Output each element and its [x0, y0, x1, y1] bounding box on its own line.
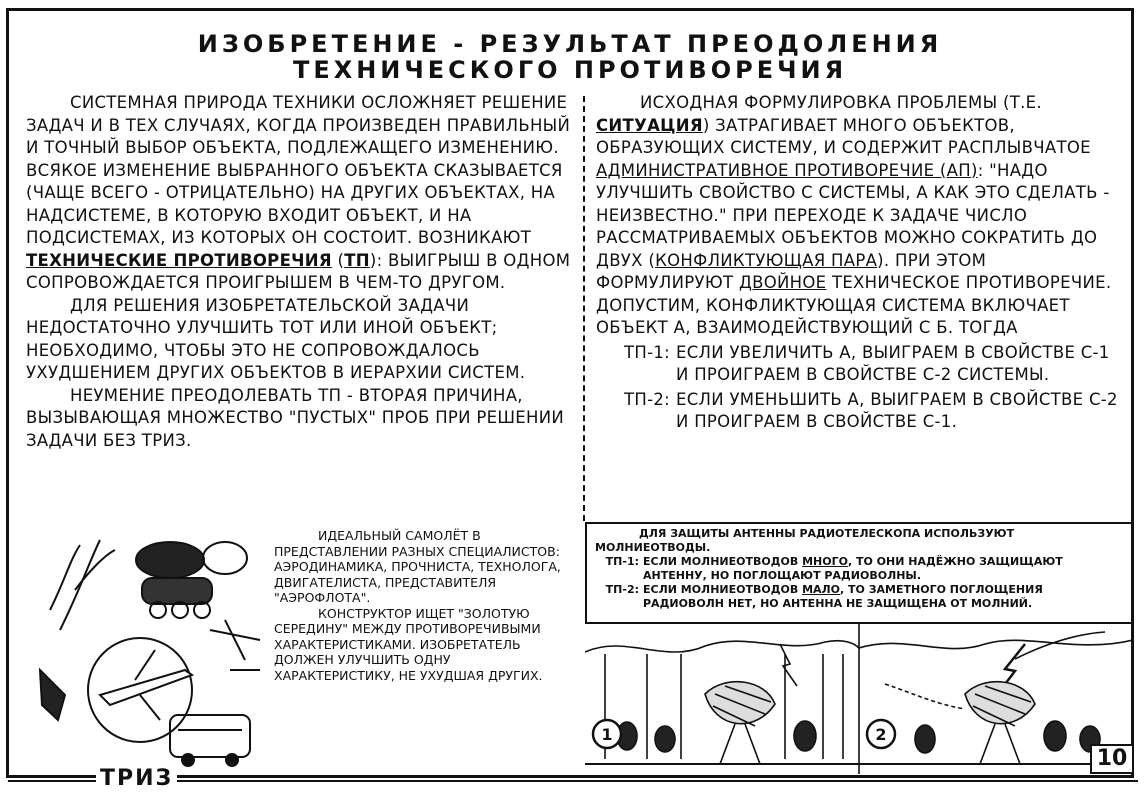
radio-telescope-scenes [585, 624, 1133, 774]
antenna-tp2-b: , ТО ЗАМЕТНОГО ПОГЛОЩЕНИЯ РАДИОВОЛН НЕТ, НО АНТЕННА НЕ ЗАЩИЩЕНА ОТ МОЛНИЙ. [643, 583, 1043, 610]
antenna-tp1-a: ЕСЛИ МОЛНИЕОТВОДОВ [643, 555, 803, 568]
antenna-tp1-b: , ТО ОНИ НАДЁЖНО ЗАЩИЩАЮТ АНТЕННУ, НО ПОГЛОЩАЮТ РАДИОВОЛНЫ. [643, 555, 1063, 582]
airplane-illustration [20, 520, 270, 770]
dish-1 [705, 682, 775, 724]
antenna-tp2 [595, 583, 1123, 610]
right-p1-text-d: ). ПРИ ЭТОМ ФОРМУЛИРУЮТ [596, 250, 987, 292]
page-title-line1: ИЗОБРЕТЕНИЕ - РЕЗУЛЬТАТ ПРЕОДОЛЕНИЯ [197, 30, 943, 58]
antenna-intro: ДЛЯ ЗАЩИТЫ АНТЕННЫ РАДИОТЕЛЕСКОПА ИСПОЛЬЗУЮТ МОЛНИЕОТВОДЫ. [595, 527, 1015, 554]
cloud-right [859, 640, 1133, 649]
right-p1-text-e: ТЕХНИЧЕСКОЕ ПРОТИВОРЕЧИЕ. ДОПУСТИМ, КОНФЛИКТУЮЩАЯ СИСТЕМА ВКЛЮЧАЕТ ОБЪЕКТ А, ВЗАИМОДЕЙСТВУЮЩИЙ С Б. ТОГДА [596, 273, 1112, 337]
dish-2 [965, 682, 1035, 724]
tp1-text: ЕСЛИ УВЕЛИЧИТЬ А, ВЫИГРАЕМ В СВОЙСТВЕ С-1 И ПРОИГРАЕМ В СВОЙСТВЕ С-2 СИСТЕМЫ. [676, 342, 1110, 384]
bus-wheel-1 [182, 754, 194, 766]
antenna-tp2-a: ЕСЛИ МОЛНИЕОТВОДОВ [643, 583, 803, 596]
tp2-item [596, 389, 1126, 434]
tree-2 [655, 726, 675, 752]
left-paragraph-2: ДЛЯ РЕШЕНИЯ ИЗОБРЕТАТЕЛЬСКОЙ ЗАДАЧИ НЕДОСТАТОЧНО УЛУЧШИТЬ ТОТ ИЛИ ИНОЙ ОБЪЕКТ; НЕОБХОДИМО, ЧТОБЫ ЭТО НЕ СОПРОВОЖДАЛОСЬ УХУДШЕНИЕМ ДРУГИХ ОБЪЕКТОВ В ИЕРАРХИИ СИСТЕМ. [26, 295, 526, 382]
tp2-label: ТП-2: [624, 389, 670, 409]
airliner [100, 670, 192, 705]
left-paragraph-3: НЕУМЕНИЕ ПРЕОДОЛЕВАТЬ ТП - ВТОРАЯ ПРИЧИНА, ВЫЗЫВАЮЩАЯ МНОЖЕСТВО "ПУСТЫХ" ПРОБ ПРИ РЕШЕНИИ ЗАДАЧИ БЕЗ ТРИЗ. [26, 385, 564, 450]
right-column [596, 92, 1126, 434]
antenna-many: МНОГО [802, 555, 848, 568]
scene-1-label: 1 [601, 725, 613, 744]
heavy-plane-hull [142, 578, 212, 604]
right-p1-text-b: ) ЗАТРАГИВАЕТ МНОГО ОБЪЕКТОВ, ОБРАЗУЮЩИХ СИСТЕМУ, И СОДЕРЖИТ РАСПЛЫВЧАТОЕ [596, 115, 1091, 157]
lightning-1 [780, 644, 797, 686]
antenna-few: МАЛО [802, 583, 841, 596]
right-paragraph-1 [596, 92, 1126, 340]
tree-5 [1044, 721, 1066, 751]
left-paragraph-1 [26, 92, 578, 295]
technical-contradiction-term: ТЕХНИЧЕСКИЕ ПРОТИВОРЕЧИЯ [26, 250, 332, 270]
left-p1-text-b: ( [331, 250, 345, 270]
leaf-plane-stroke-2 [50, 545, 115, 610]
caption-paragraph-1: ИДЕАЛЬНЫЙ САМОЛЁТ В ПРЕДСТАВЛЕНИИ РАЗНЫХ СПЕЦИАЛИСТОВ: АЭРОДИНАМИКА, ПРОЧНИСТА, ТЕХНОЛОГА, ДВИГАТЕЛИСТА, ПРЕДСТАВИТЕЛЯ "АЭРОФЛОТА". [274, 528, 561, 605]
rocket-plane [40, 670, 65, 720]
tp1-label: ТП-1: [624, 342, 670, 362]
antenna-tp2-text [643, 583, 1123, 610]
dish-2-mount [980, 724, 1020, 764]
tp2-text: ЕСЛИ УМЕНЬШИТЬ А, ВЫИГРАЕМ В СВОЙСТВЕ С-2 И ПРОИГРАЕМ В СВОЙСТВЕ С-1. [676, 389, 1118, 431]
antenna-tp1-text [643, 555, 1123, 582]
left-p1-text-a: СИСТЕМНАЯ ПРИРОДА ТЕХНИКИ ОСЛОЖНЯЕТ РЕШЕНИЕ ЗАДАЧ И В ТЕХ СЛУЧАЯХ, КОГДА ПРОИЗВЕДЕН ПРАВИЛЬНЫЙ И ТОЧНЫЙ ВЫБОР ОБЪЕКТА, ПОДЛЕЖАЩЕГО ИЗМЕНЕНИЮ. ВСЯКОЕ ИЗМЕНЕНИЕ ВЫБРАННОГО ОБЪЕКТА СКАЗЫВАЕТСЯ (ЧАЩЕ ВСЕГО - ОТРИЦАТЕЛЬНО) НА ДРУГИХ ОБЪЕКТАХ, НА НАДСИСТЕМЕ, В КОТОРУЮ ВХОДИТ ОБЪЕКТ, И НА ПОДСИСТЕМАХ, ИЗ КОТОРЫХ ОН СОСТОИТ. ВОЗНИКАЮТ [26, 93, 571, 247]
tp1-item [596, 342, 1126, 387]
dish-1-mount [720, 724, 760, 764]
footer [0, 766, 1145, 800]
right-p1-text-c: : "НАДО УЛУЧШИТЬ СВОЙСТВО С СИСТЕМЫ, А КАК ЭТО СДЕЛАТЬ - НЕИЗВЕСТНО." ПРИ ПЕРЕХОДЕ К ЗАДАЧЕ ЧИСЛО РАССМАТРИВАЕМЫХ ОБЪЕКТОВ МОЖНО СОКРАТИТЬ ДО ДВУХ ( [596, 160, 1110, 270]
scene-2-label: 2 [875, 725, 887, 744]
left-column [26, 92, 578, 452]
small-plane [210, 620, 260, 670]
heavy-plane-dome [203, 542, 247, 574]
double-term: ДВОЙНОЕ [738, 273, 827, 292]
column-divider [583, 96, 585, 521]
caption-paragraph-2: КОНСТРУКТОР ИЩЕТ "ЗОЛОТУЮ СЕРЕДИНУ" МЕЖДУ ПРОТИВОРЕЧИВЫМИ ХАРАКТЕРИСТИКАМИ. ИЗОБРЕТАТЕЛЬ ДОЛЖЕН УЛУЧШИТЬ ОДНУ ХАРАКТЕРИСТИКУ, НЕ УХУДШАЯ ДРУГИХ. [274, 605, 543, 683]
triz-brand: ТРИЗ [96, 766, 177, 791]
bus-wheel-2 [226, 754, 238, 766]
conflicting-pair-term: КОНФЛИКТУЮЩАЯ ПАРА [655, 250, 878, 270]
page-number: 10 [1090, 744, 1134, 774]
footer-line [8, 780, 1138, 782]
airplane-caption [274, 528, 574, 683]
situation-term: СИТУАЦИЯ [596, 115, 703, 135]
antenna-box [585, 522, 1133, 624]
tree-4 [915, 725, 935, 753]
cloud-left [585, 641, 859, 652]
tp-abbreviation: ТП [344, 250, 370, 270]
page-title-line2: ТЕХНИЧЕСКОГО ПРОТИВОРЕЧИЯ [292, 56, 848, 84]
antenna-tp1 [595, 555, 1123, 582]
tree-3 [794, 721, 816, 751]
right-p1-text-a: ИСХОДНАЯ ФОРМУЛИРОВКА ПРОБЛЕМЫ (Т.Е. [640, 93, 1042, 112]
heavy-plane-body [136, 542, 204, 578]
radio-waves [885, 684, 965, 709]
left-p1-text-c: ): ВЫИГРЫШ В ОДНОМ СОПРОВОЖДАЕТСЯ ПРОИГРЫШЕМ В ЧЕМ-ТО ДРУГОМ. [26, 250, 571, 292]
administrative-contradiction-term: АДМИНИСТРАТИВНОЕ ПРОТИВОРЕЧИЕ (АП) [596, 160, 978, 180]
antenna-tp2-label: ТП-2: [605, 583, 639, 596]
antenna-tp1-label: ТП-1: [605, 555, 639, 568]
